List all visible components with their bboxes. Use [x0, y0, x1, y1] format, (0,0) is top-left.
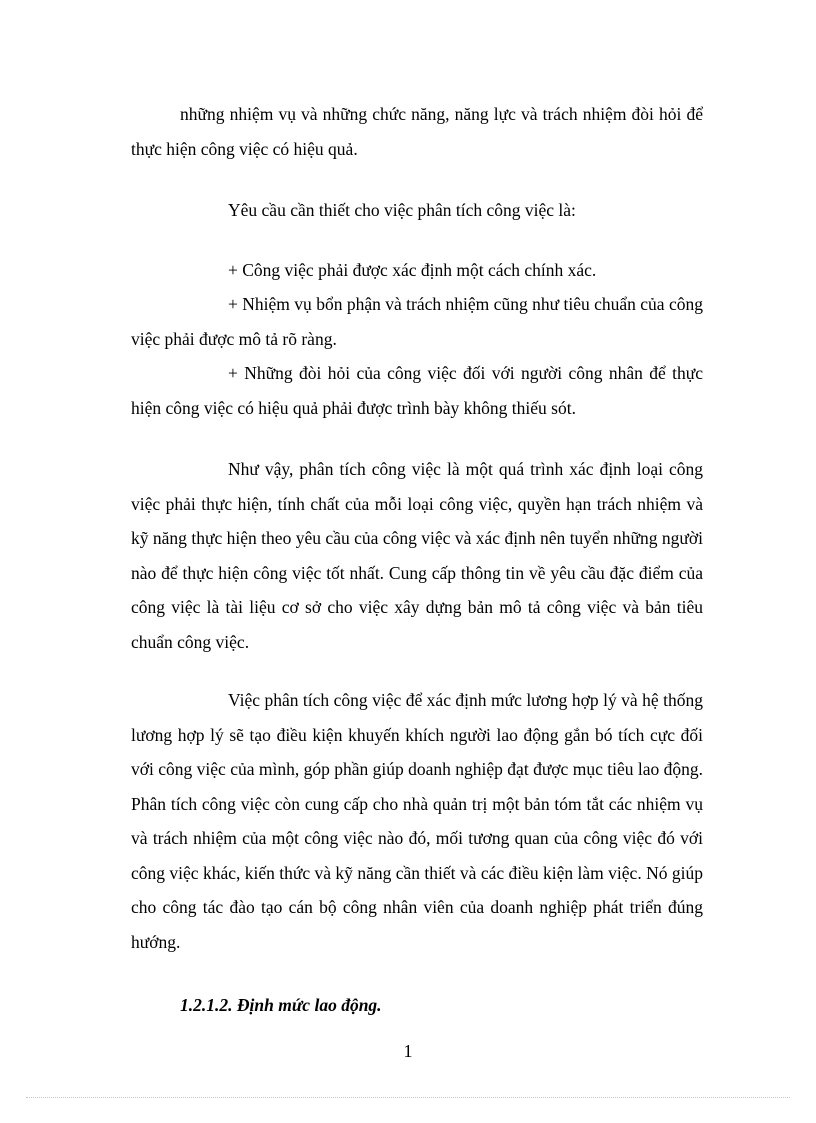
paragraph-requirements-lead: Yêu cầu cần thiết cho việc phân tích công việc là:: [228, 200, 576, 220]
page-bottom-divider: [26, 1097, 790, 1098]
paragraph-requirement-1: + Công việc phải được xác định một cách chính xác.: [228, 260, 597, 280]
paragraph-salary-analysis: Việc phân tích công việc để xác định mức lương hợp lý và hệ thống lương hợp lý sẽ tạo điều kiện khuyến khích người lao động gắn bó tích cực đối với công việc của mình, góp phần giúp doanh nghiệp đạt được mục tiêu lao động. Phân tích công việc còn cung cấp cho nhà quản trị một bản tóm tắt các nhiệm vụ và trách nhiệm của một công việc nào đó, mối tương quan của công việc đó với công việc khác, kiến thức và kỹ năng cần thiết và các điều kiện làm việc. Nó giúp cho công tác đào tạo cán bộ công nhân viên của doanh nghiệp phát triển đúng hướng.: [131, 690, 703, 952]
paragraph-requirement-3: + Những đòi hỏi của công việc đối với người công nhân để thực hiện công việc có hiệu quả phải được trình bày không thiếu sót.: [131, 363, 703, 418]
section-heading: 1.2.1.2. Định mức lao động.: [180, 995, 382, 1015]
paragraph-requirement-2: + Nhiệm vụ bổn phận và trách nhiệm cũng như tiêu chuẩn của công việc phải được mô tả rõ ràng.: [131, 294, 703, 349]
page-number: 1: [403, 1041, 413, 1061]
paragraph-job-analysis-summary: Như vậy, phân tích công việc là một quá trình xác định loại công việc phải thực hiện, tính chất của mỗi loại công việc, quyền hạn trách nhiệm và kỹ năng thực hiện theo yêu cầu của công việc và xác định nên tuyển những người nào để thực hiện công việc tốt nhất. Cung cấp thông tin về yêu cầu đặc điểm của công việc là tài liệu cơ sở cho việc xây dựng bản mô tả công việc và bản tiêu chuẩn công việc.: [131, 459, 703, 652]
paragraph-job-analysis-intro: những nhiệm vụ và những chức năng, năng lực và trách nhiệm đòi hỏi để thực hiện công việc có hiệu quả.: [131, 104, 703, 159]
